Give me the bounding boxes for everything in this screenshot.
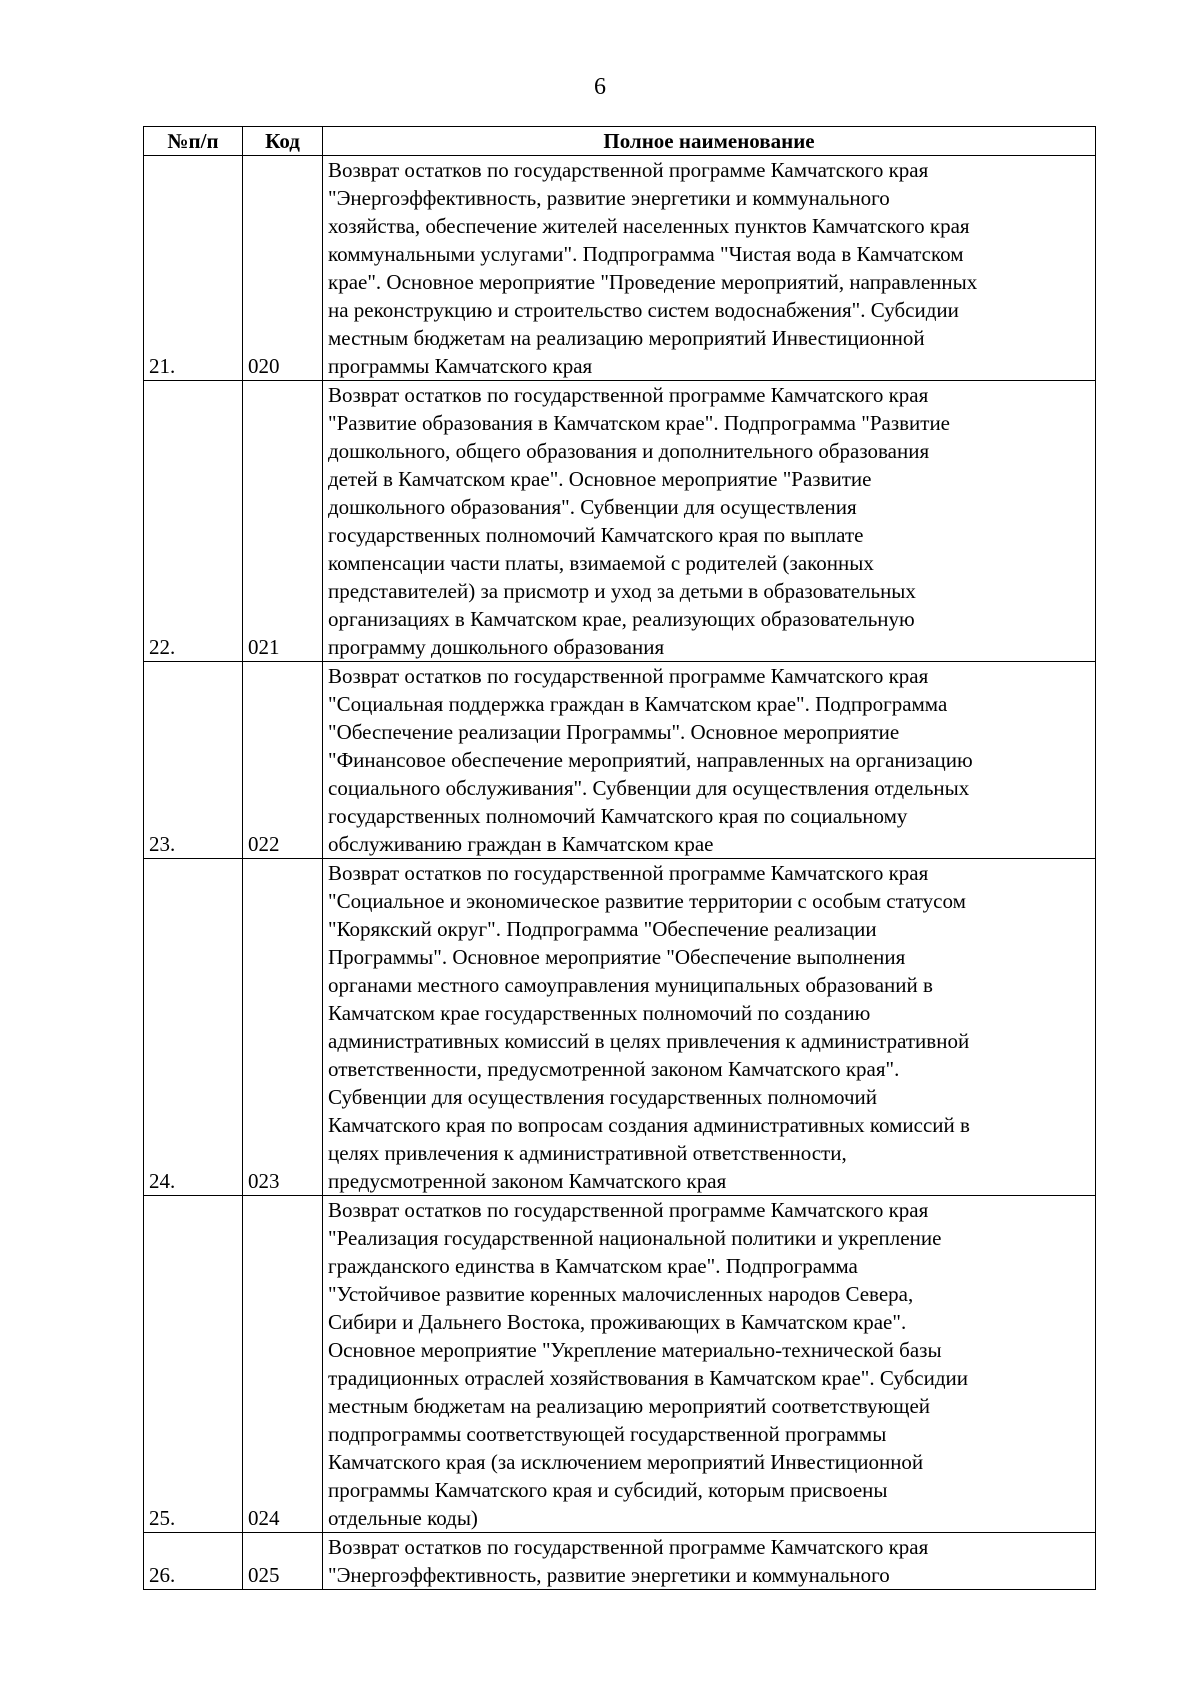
row-full-name xyxy=(323,859,1096,1196)
row-number: 22. xyxy=(144,381,243,662)
name-line: хозяйства, обеспечение жителей населенных пунктов Камчатского края xyxy=(328,214,970,238)
name-line: организациях в Камчатском крае, реализующих образовательную xyxy=(328,607,915,631)
name-line: административных комиссий в целях привлечения к административной xyxy=(328,1029,970,1053)
name-line: обслуживанию граждан в Камчатском крае xyxy=(328,832,714,856)
name-line: гражданского единства в Камчатском крае". Подпрограмма xyxy=(328,1254,858,1278)
row-code: 020 xyxy=(243,156,323,381)
name-line: "Энергоэффективность, развитие энергетики и коммунального xyxy=(328,1563,890,1587)
row-code: 024 xyxy=(243,1196,323,1533)
header-full-name: Полное наименование xyxy=(323,127,1096,156)
name-line: социального обслуживания". Субвенции для осуществления отдельных xyxy=(328,776,970,800)
name-line: отдельные коды) xyxy=(328,1506,478,1530)
name-line: Субвенции для осуществления государственных полномочий xyxy=(328,1085,878,1109)
name-line: ответственности, предусмотренной законом Камчатского края". xyxy=(328,1057,900,1081)
row-number: 21. xyxy=(144,156,243,381)
table-row xyxy=(144,381,1096,662)
name-line: "Реализация государственной национальной политики и укрепление xyxy=(328,1226,942,1250)
header-code: Код xyxy=(243,127,323,156)
name-line: "Устойчивое развитие коренных малочисленных народов Севера, xyxy=(328,1282,914,1306)
row-number: 26. xyxy=(144,1533,243,1590)
name-line: "Финансовое обеспечение мероприятий, направленных на организацию xyxy=(328,748,973,772)
name-line: традиционных отраслей хозяйствования в Камчатском крае". Субсидии xyxy=(328,1366,968,1390)
row-code: 023 xyxy=(243,859,323,1196)
page-number: 6 xyxy=(594,74,606,100)
table-row xyxy=(144,1196,1096,1533)
name-line: Сибири и Дальнего Востока, проживающих в Камчатском крае". xyxy=(328,1310,907,1334)
name-line: Основное мероприятие "Укрепление материально-технической базы xyxy=(328,1338,942,1362)
name-line: Возврат остатков по государственной программе Камчатского края xyxy=(328,861,929,885)
name-line: предусмотренной законом Камчатского края xyxy=(328,1169,727,1193)
header-number: №п/п xyxy=(144,127,243,156)
name-line: Возврат остатков по государственной программе Камчатского края xyxy=(328,383,929,407)
row-code: 021 xyxy=(243,381,323,662)
name-line: Камчатском крае государственных полномочий по созданию xyxy=(328,1001,871,1025)
row-code: 022 xyxy=(243,662,323,859)
name-line: Возврат остатков по государственной программе Камчатского края xyxy=(328,158,929,182)
table-row xyxy=(144,156,1096,381)
table-row xyxy=(144,1533,1096,1590)
name-line: коммунальными услугами". Подпрограмма "Чистая вода в Камчатском xyxy=(328,242,964,266)
name-line: "Развитие образования в Камчатском крае". Подпрограмма "Развитие xyxy=(328,411,951,435)
name-line: Программы". Основное мероприятие "Обеспечение выполнения xyxy=(328,945,906,969)
name-line: компенсации части платы, взимаемой с родителей (законных xyxy=(328,551,874,575)
name-line: органами местного самоуправления муниципальных образований в xyxy=(328,973,933,997)
codes-table xyxy=(143,126,1096,1590)
name-line: программу дошкольного образования xyxy=(328,635,665,659)
name-line: детей в Камчатском крае". Основное мероприятие "Развитие xyxy=(328,467,872,491)
name-line: подпрограммы соответствующей государственной программы xyxy=(328,1422,887,1446)
row-full-name xyxy=(323,1533,1096,1590)
name-line: Возврат остатков по государственной программе Камчатского края xyxy=(328,664,929,688)
name-line: "Социальное и экономическое развитие территории с особым статусом xyxy=(328,889,966,913)
name-line: Возврат остатков по государственной программе Камчатского края xyxy=(328,1535,929,1559)
name-line: Камчатского края по вопросам создания административных комиссий в xyxy=(328,1113,970,1137)
name-line: дошкольного, общего образования и дополнительного образования xyxy=(328,439,930,463)
name-line: на реконструкцию и строительство систем водоснабжения". Субсидии xyxy=(328,298,959,322)
row-number: 23. xyxy=(144,662,243,859)
table-row xyxy=(144,662,1096,859)
name-line: "Корякский округ". Подпрограмма "Обеспечение реализации xyxy=(328,917,877,941)
name-line: местным бюджетам на реализацию мероприятий соответствующей xyxy=(328,1394,931,1418)
name-line: целях привлечения к административной ответственности, xyxy=(328,1141,847,1165)
table-row xyxy=(144,859,1096,1196)
name-line: дошкольного образования". Субвенции для осуществления xyxy=(328,495,857,519)
row-number: 25. xyxy=(144,1196,243,1533)
row-full-name xyxy=(323,381,1096,662)
row-full-name xyxy=(323,662,1096,859)
name-line: Возврат остатков по государственной программе Камчатского края xyxy=(328,1198,929,1222)
row-full-name xyxy=(323,156,1096,381)
name-line: Камчатского края (за исключением мероприятий Инвестиционной xyxy=(328,1450,924,1474)
row-code: 025 xyxy=(243,1533,323,1590)
row-number: 24. xyxy=(144,859,243,1196)
name-line: "Социальная поддержка граждан в Камчатском крае". Подпрограмма xyxy=(328,692,948,716)
table-body xyxy=(144,156,1096,1590)
name-line: местным бюджетам на реализацию мероприятий Инвестиционной xyxy=(328,326,925,350)
name-line: государственных полномочий Камчатского края по выплате xyxy=(328,523,864,547)
name-line: государственных полномочий Камчатского края по социальному xyxy=(328,804,908,828)
name-line: "Энергоэффективность, развитие энергетики и коммунального xyxy=(328,186,890,210)
table-header-row xyxy=(144,127,1096,156)
name-line: программы Камчатского края и субсидий, которым присвоены xyxy=(328,1478,888,1502)
name-line: представителей) за присмотр и уход за детьми в образовательных xyxy=(328,579,916,603)
row-full-name xyxy=(323,1196,1096,1533)
name-line: "Обеспечение реализации Программы". Основное мероприятие xyxy=(328,720,900,744)
name-line: крае". Основное мероприятие "Проведение мероприятий, направленных xyxy=(328,270,978,294)
name-line: программы Камчатского края xyxy=(328,354,593,378)
